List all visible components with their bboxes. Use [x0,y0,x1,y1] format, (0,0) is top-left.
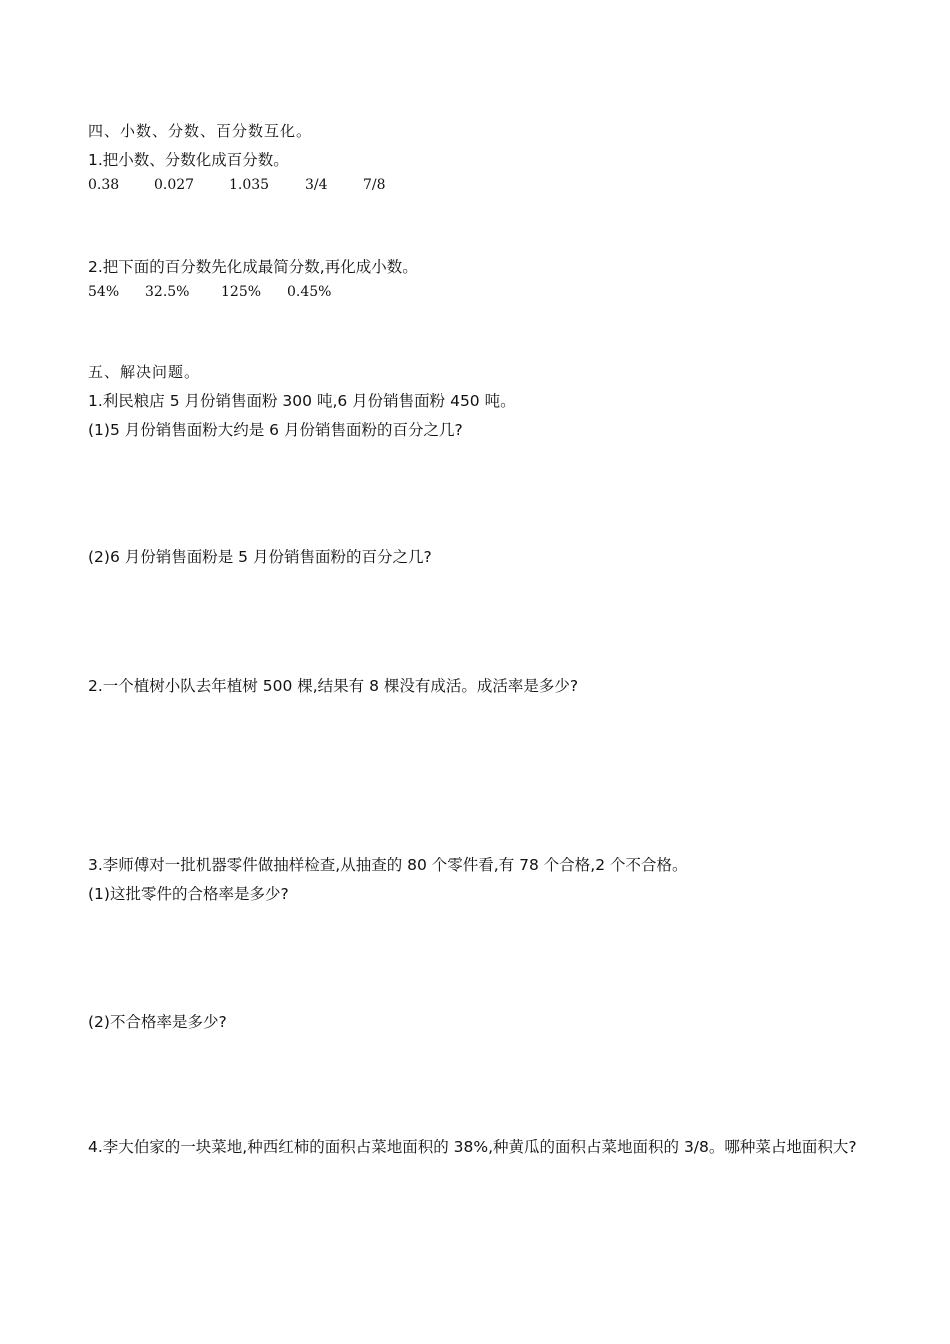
problem-4: 4.李大伯家的一块菜地,种西红柿的面积占菜地面积的 38%,种黄瓜的面积占菜地面积的 3/8。哪种菜占地面积大? [88,1138,857,1156]
problem-3-part-1: (1)这批零件的合格率是多少? [88,885,289,903]
list-item: 32.5% [145,284,190,300]
problem-3: 3.李师傅对一批机器零件做抽样检查,从抽查的 80 个零件看,有 78 个合格,2 个不合格。 [88,856,688,874]
section-5-title: 五、解决问题。 [88,363,201,381]
problem-3-part-2: (2)不合格率是多少? [88,1013,227,1031]
question-4-1: 1.把小数、分数化成百分数。 [88,151,289,169]
problem-2: 2.一个植树小队去年植树 500 棵,结果有 8 棵没有成活。成活率是多少? [88,677,579,695]
list-item: 3/4 [305,177,328,193]
list-item: 0.38 [88,177,120,193]
list-item: 0.027 [154,177,195,193]
problem-1: 1.利民粮店 5 月份销售面粉 300 吨,6 月份销售面粉 450 吨。 [88,392,516,410]
list-item: 54% [88,284,120,300]
percent-list [88,284,331,300]
decimal-fraction-list [88,177,386,193]
list-item: 125% [221,284,262,300]
problem-1-part-2: (2)6 月份销售面粉是 5 月份销售面粉的百分之几? [88,548,432,566]
list-item: 1.035 [229,177,270,193]
problem-1-part-1: (1)5 月份销售面粉大约是 6 月份销售面粉的百分之几? [88,421,463,439]
question-4-2: 2.把下面的百分数先化成最简分数,再化成小数。 [88,258,418,276]
list-item: 0.45% [287,284,332,300]
section-4-title: 四、小数、分数、百分数互化。 [88,122,313,140]
list-item: 7/8 [363,177,386,193]
